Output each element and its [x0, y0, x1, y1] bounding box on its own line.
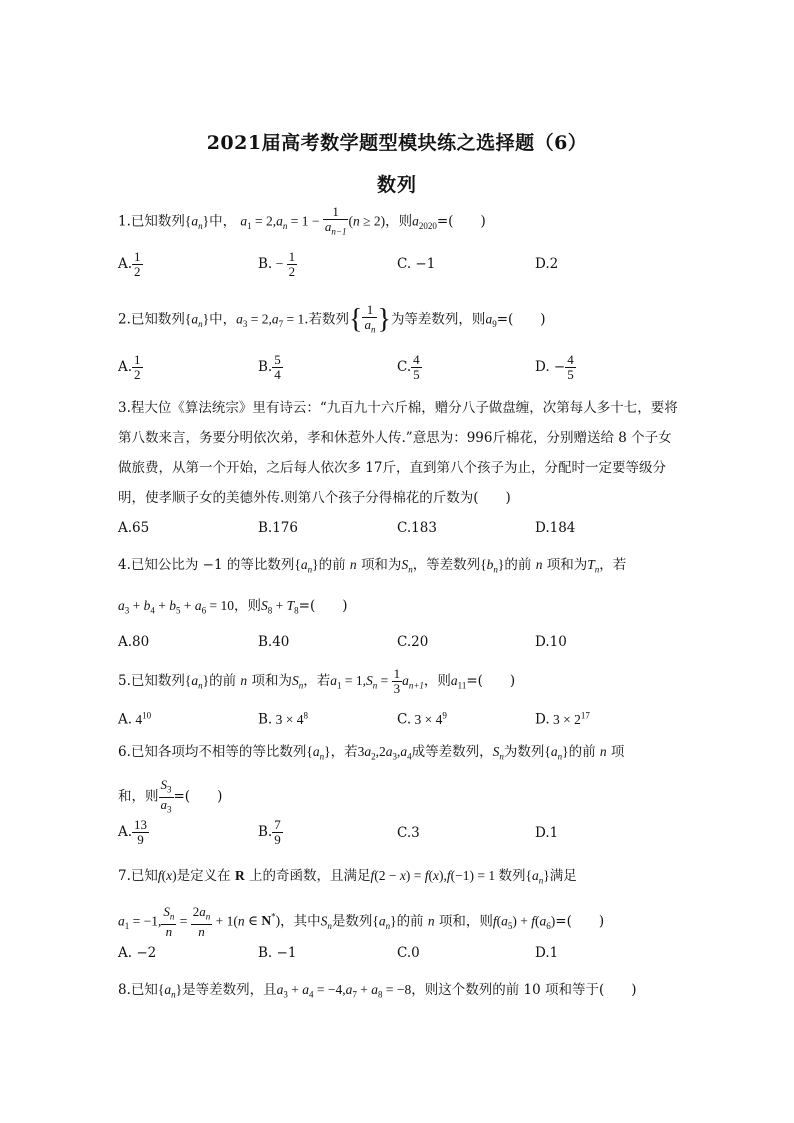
option-b: B. − $\frac{1}{2}$: [258, 249, 296, 279]
question-1-options: [118, 249, 678, 279]
option-a: A. −2: [118, 945, 157, 961]
option-d: D.1: [535, 825, 559, 841]
question-4-stem: 4.已知公比为 −1 的等比数列$\{a_n\}$的前 n 项和为$S_n$，等差数列$\{b_n\}$的前 n 项和为$T_n$，若: [118, 557, 627, 575]
option-b: B.176: [258, 520, 298, 536]
question-8-stem: 8.已知$\{a_n\}$是等差数列，且$a_3 + a_4 = -4,a_7 + a_8 = -8$，则这个数列的前 10 项和等于( ): [118, 982, 637, 1000]
option-c: C.0: [397, 945, 420, 961]
option-a: A. $4^{10}$: [118, 710, 152, 728]
option-b: B. $\frac{7}{9}$: [258, 817, 281, 847]
option-a: A.65: [118, 520, 150, 536]
question-2-options: [118, 352, 678, 382]
question-4-condition: $a_3 + b_4 + b_5 + a_6 = 10$，则$S_8 + T_8=$( ): [118, 598, 348, 616]
option-b: B.40: [258, 634, 290, 650]
option-a: A.80: [118, 634, 150, 650]
option-c: C. −1: [397, 256, 436, 272]
question-1-stem: 1.已知数列$\{a_n\}$中， $a_1 = 2,a_n = 1$ − $\frac{1}{a_{n-1}}$ (n ≥ 2)，则$a_{2020}=$( ): [118, 204, 486, 237]
question-6-options: [118, 817, 678, 847]
option-b: B. $3 \times 4^8$: [258, 710, 308, 728]
option-d: D.2: [535, 256, 559, 272]
option-b: B. −1: [258, 945, 297, 961]
option-d: D.184: [535, 520, 576, 536]
option-d: D. $3 \times 2^{17}$: [535, 710, 590, 728]
question-5-stem: 5.已知数列$\{a_n\}$的前 n 项和为$S_n$，若$a_1 = 1,S_n$ = $\frac{1}{3}$ $a_{n+1}$，则$a_{11}=$( ): [118, 666, 516, 696]
option-c: C.183: [397, 520, 437, 536]
page-subtitle: 数列: [376, 174, 417, 196]
question-4-options: [118, 634, 678, 660]
question-7-stem: 7.已知f(x)是定义在 R 上的奇函数，且满足f(2 − x) = f(x),f(−1) = 1 数列$\{a_n\}$满足: [118, 868, 577, 886]
option-a: A. $\frac{1}{2}$: [118, 352, 141, 382]
option-d: D. − $\frac{4}{5}$: [535, 352, 574, 382]
option-c: C.3: [397, 825, 420, 841]
option-a: A. $\frac{1}{2}$: [118, 249, 141, 279]
option-c: C.20: [397, 634, 429, 650]
question-6-stem: 6.已知各项均不相等的等比数列$\{a_n\}$，若$3a_2,2a_3,a_4$成等差数列，$S_n$为数列$\{a_n\}$的前 n 项: [118, 744, 625, 762]
question-3-stem: 3.程大位《算法统宗》里有诗云：“九百九十六斤棉，赠分八子做盘缠，次第每人多十七，要将第八数来言，务要分明依次弟，孝和休惹外人传.”意思为：996斤棉花，分别赠送给 8 个子女做旅费，从第一个开始，之后每人依次多 17斤，直到第八个孩子为止，分配时一定要等级分明，使孝顺子女的美德外传.则第八个孩子分得棉花的斤数为( ): [118, 400, 678, 506]
option-c: C. $\frac{4}{5}$: [397, 352, 420, 382]
question-6-ask: 和，则 $\frac{S_3}{a_3}$ =( ): [118, 777, 223, 815]
question-7-condition: $a_1 = -1$, $\frac{S_n}{n}$ = $\frac{2a_n}{n}$ + 1(n ∈ N*)，其中$S_n$是数列$\{a_n\}$的前 n 项和，则$f(a_5) + f(a_6)=$( ): [118, 904, 605, 939]
question-2-stem: 2.已知数列$\{a_n\}$中，$a_3 = 2,a_7 = 1$.若数列{ $\frac{1}{a_n}$ }为等差数列，则$a_9=$( ): [118, 302, 546, 335]
option-d: D.10: [535, 634, 567, 650]
page-title: 2021届高考数学题型模块练之选择题（6）: [206, 132, 588, 154]
option-c: C. $3 \times 4^9$: [397, 710, 447, 728]
option-d: D.1: [535, 945, 559, 961]
question-3-options: [118, 520, 678, 546]
option-a: A. $\frac{13}{9}$: [118, 817, 148, 847]
question-7-options: [118, 945, 678, 971]
question-5-options: [118, 710, 678, 736]
option-b: B. $\frac{5}{4}$: [258, 352, 281, 382]
